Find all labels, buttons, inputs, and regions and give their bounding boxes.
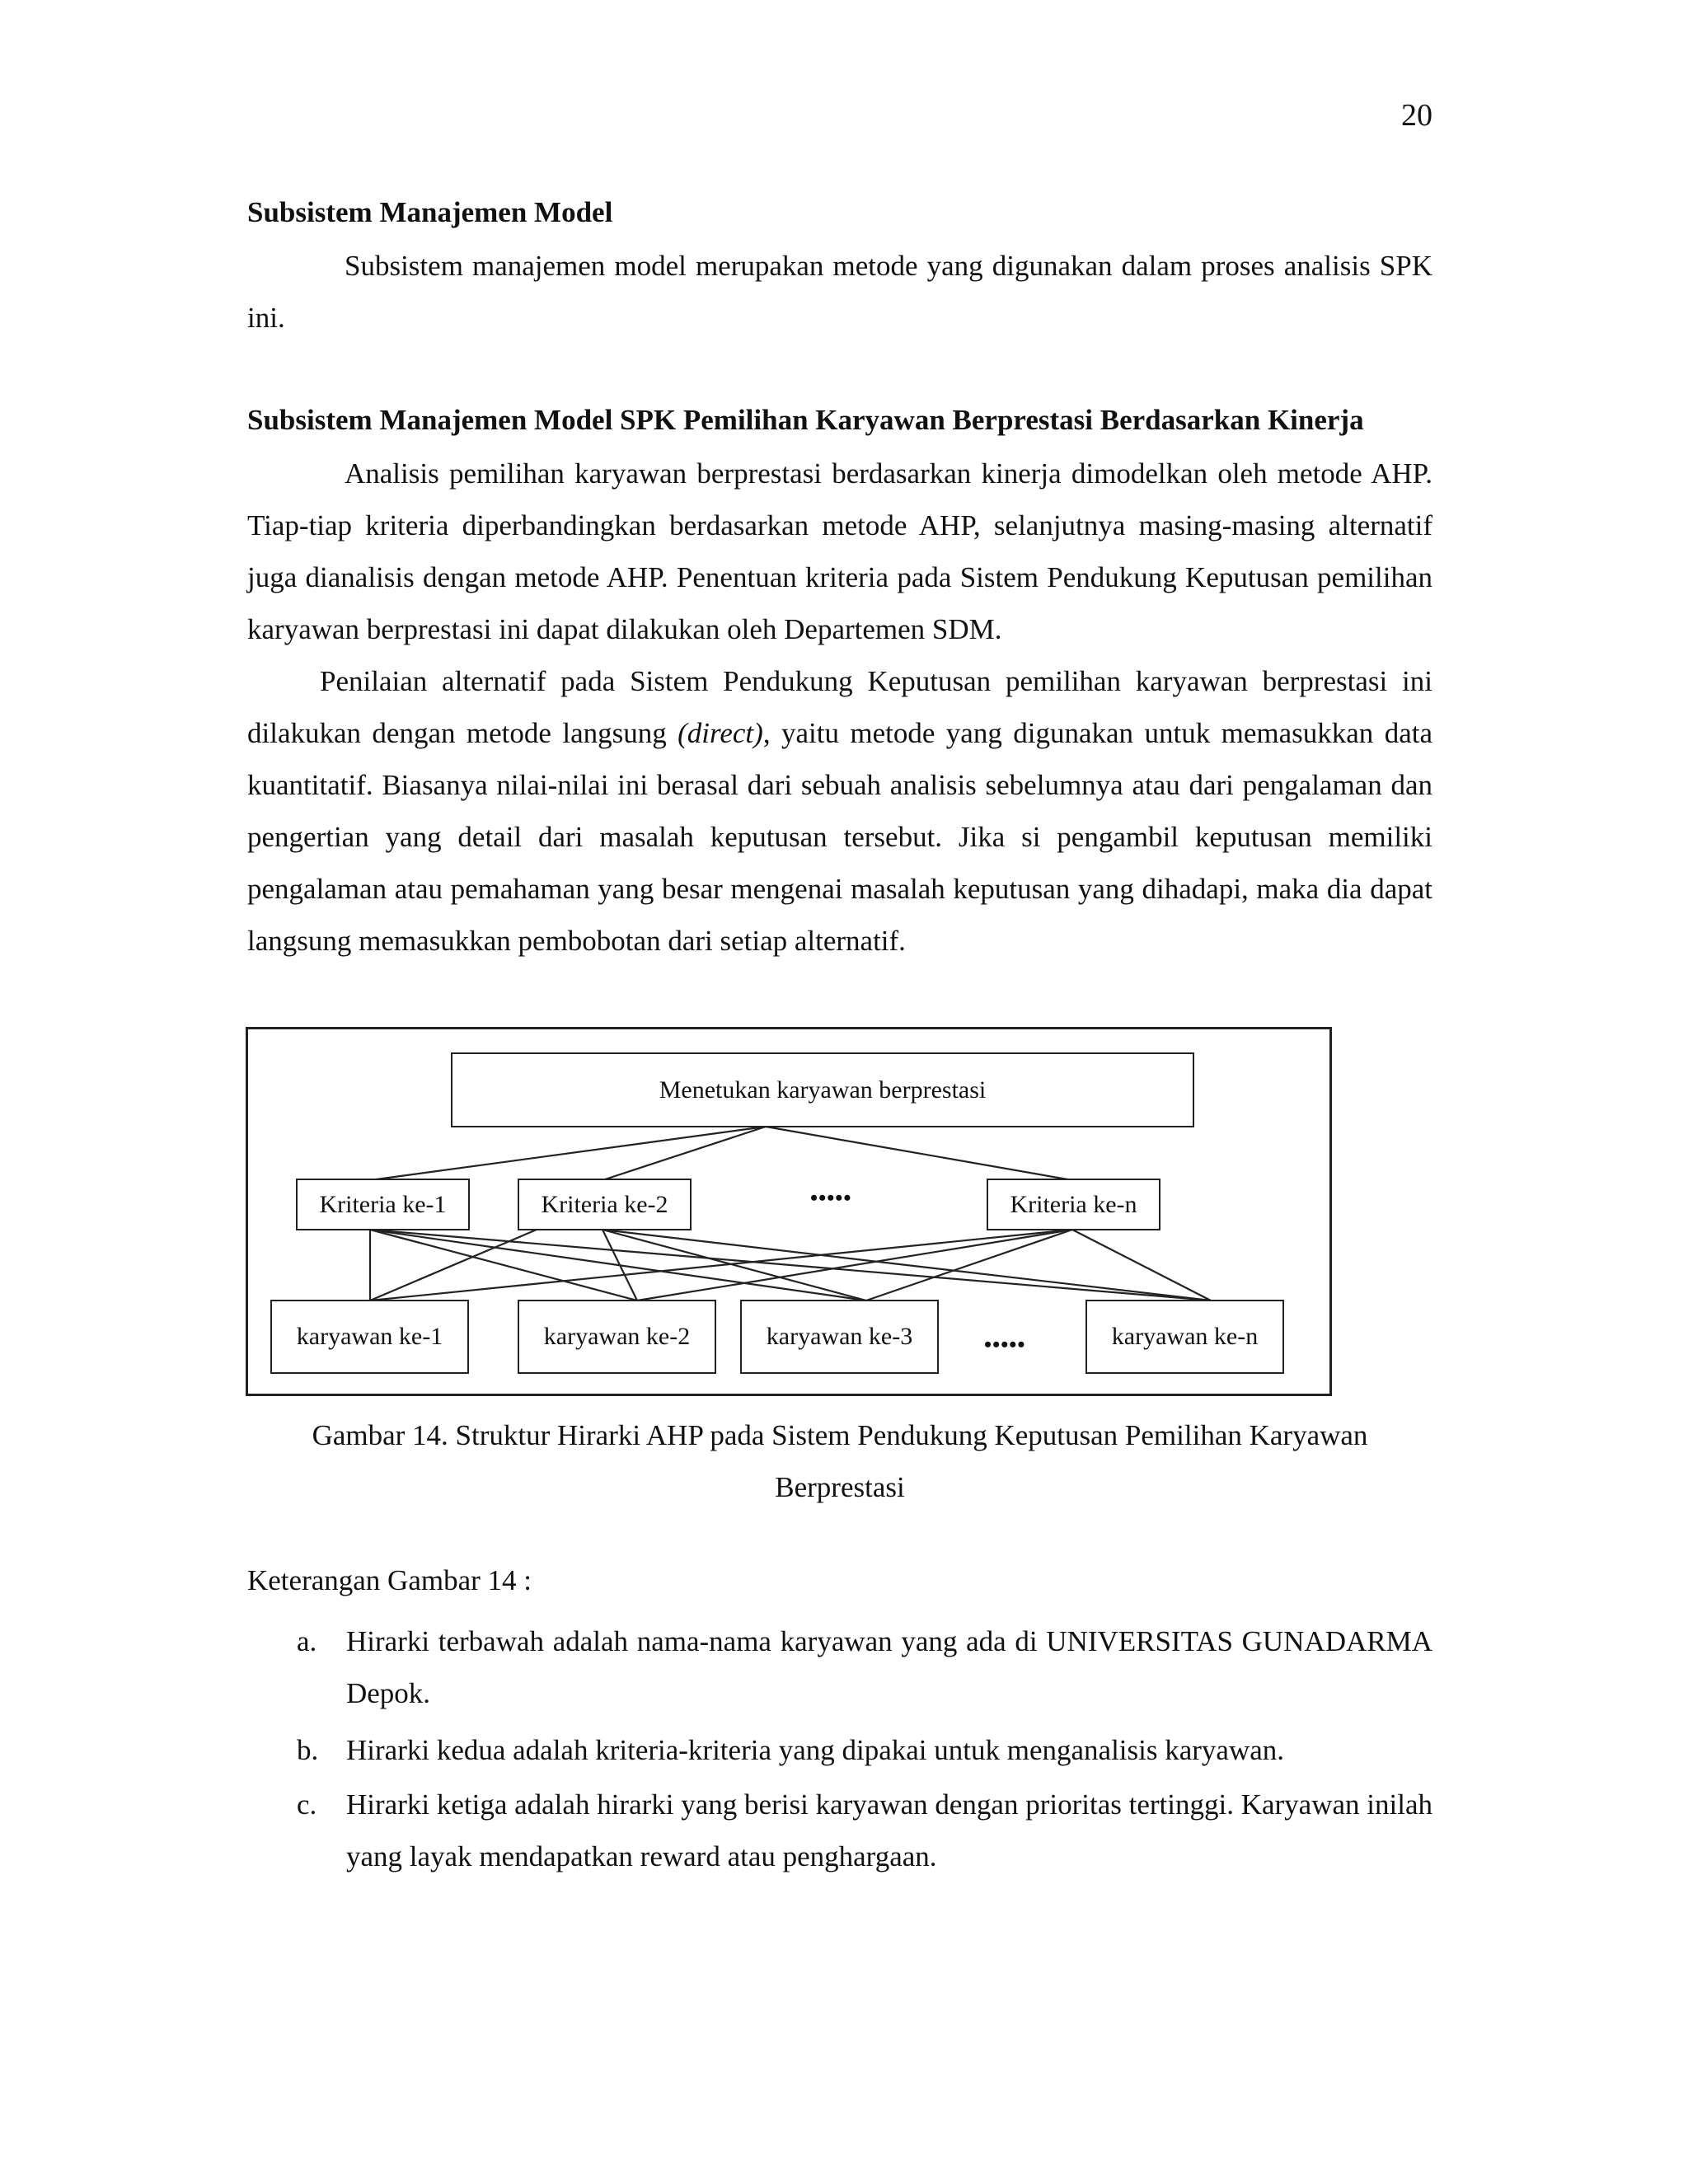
page-number: 20 xyxy=(1401,98,1432,133)
list-marker-c: c. xyxy=(297,1788,317,1821)
connector-cn-a2 xyxy=(637,1230,1072,1301)
list-item xyxy=(247,1779,1432,1882)
alternative-box-1: karyawan ke-1 xyxy=(270,1300,469,1374)
paragraph-model-intro: Subsistem manajemen model merupakan metode yang digunakan dalam proses analisis SPK ini. xyxy=(247,250,1432,334)
ahp-hierarchy-diagram xyxy=(246,1027,1332,1396)
connector-c2-a1 xyxy=(370,1230,537,1301)
alternative-box-n: karyawan ke-n xyxy=(1085,1300,1284,1374)
alternatives-ellipsis: ••••• xyxy=(984,1333,1026,1357)
connector-c2-an xyxy=(603,1230,1211,1301)
section-heading-spk-model: Subsistem Manajemen Model SPK Pemilihan Karyawan Berprestasi Berdasarkan Kinerja xyxy=(247,404,1364,436)
list-marker-b: b. xyxy=(297,1734,319,1766)
connector-goal-criteria-n xyxy=(766,1127,1072,1180)
list-text-b: Hirarki kedua adalah kriteria-kriteria yang dipakai untuk menganalisis karyawan. xyxy=(346,1734,1285,1766)
goal-box: Menetukan karyawan berprestasi xyxy=(451,1052,1194,1127)
connector-c2-a2 xyxy=(603,1230,637,1301)
list-text-c: Hirarki ketiga adalah hirarki yang berisi karyawan dengan prioritas tertinggi. Karyawan inilah yang layak mendapatkan reward atau penghargaan. xyxy=(346,1788,1432,1872)
list-item xyxy=(247,1615,1432,1719)
keterangan-title: Keterangan Gambar 14 : xyxy=(247,1564,532,1596)
alternative-box-3: karyawan ke-3 xyxy=(740,1300,939,1374)
list-item xyxy=(247,1724,1432,1776)
connector-goal-criteria-1 xyxy=(370,1127,766,1180)
criteria-box-n: Kriteria ke-n xyxy=(987,1179,1160,1230)
direct-term: (direct) xyxy=(678,717,763,749)
direct-method-text-after: , yaitu metode yang digunakan untuk memasukkan data kuantitatif. Biasanya nilai-nilai ini berasal dari sebuah analisis sebelumnya atau dari pengalaman dan pengertian yang detail dari masalah keputusan tersebut. Jika si pengambil keputusan memiliki pengalaman atau pemahaman yang besar mengenai masalah keputusan yang dihadapi, maka dia dapat langsung memasukkan pembobotan dari setiap alternatif. xyxy=(247,717,1432,957)
caption-line-2: Berprestasi xyxy=(775,1471,905,1503)
list-text-a: Hirarki terbawah adalah nama-nama karyawan yang ada di UNIVERSITAS GUNADARMA Depok. xyxy=(346,1625,1432,1709)
criteria-ellipsis: ••••• xyxy=(810,1186,852,1210)
figure-caption xyxy=(247,1409,1432,1513)
paragraph-ahp-analysis: Analisis pemilihan karyawan berprestasi berdasarkan kinerja dimodelkan oleh metode AHP. Tiap-tiap kriteria diperbandingkan berdasarkan metode AHP, selanjutnya masing-masing alternatif juga dianalisis dengan metode AHP. Penentuan kriteria pada Sistem Pendukung Keputusan pemilihan karyawan berprestasi ini dapat dilakukan oleh Departemen SDM. xyxy=(247,457,1432,645)
section-heading-model: Subsistem Manajemen Model xyxy=(247,196,613,228)
caption-line-1: Gambar 14. Struktur Hirarki AHP pada Sistem Pendukung Keputusan Pemilihan Karyawan xyxy=(312,1419,1368,1451)
connector-c2-a3 xyxy=(603,1230,866,1301)
paragraph-direct-method xyxy=(247,655,1432,967)
direct-method-text-before: Penilaian alternatif pada Sistem Pendukung Keputusan pemilihan karyawan berprestasi ini dilakukan dengan metode langsung xyxy=(247,665,1432,749)
criteria-box-2: Kriteria ke-2 xyxy=(518,1179,692,1230)
connector-goal-criteria-2 xyxy=(603,1127,766,1180)
list-marker-a: a. xyxy=(297,1625,317,1657)
criteria-box-1: Kriteria ke-1 xyxy=(296,1179,470,1230)
alternative-box-2: karyawan ke-2 xyxy=(518,1300,716,1374)
